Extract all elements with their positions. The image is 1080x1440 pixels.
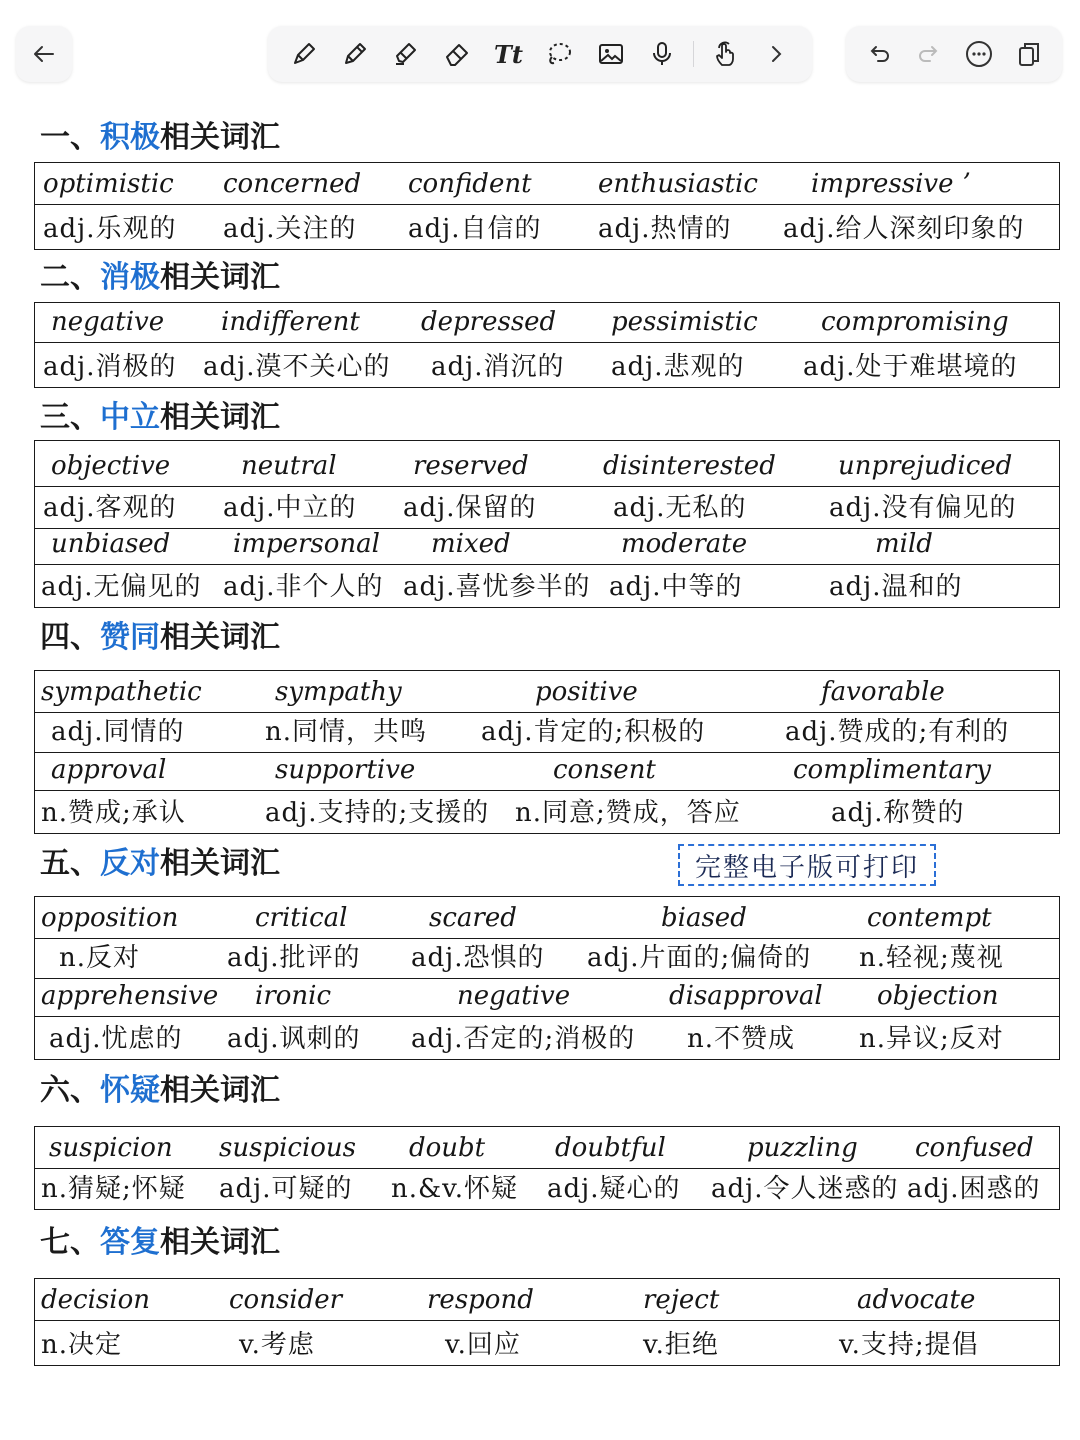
word-cell: doubt bbox=[409, 1133, 486, 1163]
word-cell: impersonal bbox=[233, 529, 380, 559]
meaning-cell: adj.消沉的 bbox=[431, 352, 565, 382]
word-cell: indifferent bbox=[221, 307, 360, 337]
word-row bbox=[35, 671, 1059, 713]
arrow-left-icon bbox=[29, 39, 59, 69]
meaning-cell: n.同意;赞成，答应 bbox=[515, 798, 741, 828]
text-tool-button[interactable] bbox=[488, 34, 528, 74]
section-title bbox=[40, 260, 280, 296]
meaning-row bbox=[35, 939, 1059, 979]
meaning-cell: adj.片面的;偏倚的 bbox=[587, 943, 812, 973]
meaning-cell: adj.肯定的;积极的 bbox=[481, 717, 706, 747]
word-cell: confident bbox=[408, 169, 532, 199]
section-title bbox=[40, 1225, 280, 1261]
meaning-cell: n.异议;反对 bbox=[859, 1024, 1004, 1054]
more-tools-button[interactable] bbox=[756, 34, 796, 74]
word-cell: compromising bbox=[821, 307, 1009, 337]
word-cell: mild bbox=[875, 529, 933, 559]
word-row bbox=[35, 1127, 1059, 1169]
pen-icon bbox=[289, 39, 319, 69]
meaning-cell: v.考虑 bbox=[239, 1330, 315, 1360]
pages-icon bbox=[1014, 39, 1044, 69]
word-cell: doubtful bbox=[555, 1133, 666, 1163]
highlighter-tool-button[interactable] bbox=[386, 34, 426, 74]
meaning-cell: n.赞成;承认 bbox=[41, 798, 186, 828]
meaning-cell: adj.令人迷惑的 bbox=[711, 1174, 899, 1204]
meaning-row bbox=[35, 565, 1059, 607]
word-cell: contempt bbox=[867, 903, 992, 933]
meaning-cell: adj.保留的 bbox=[403, 493, 537, 523]
hand-touch-icon bbox=[710, 39, 740, 69]
meaning-cell: adj.赞成的;有利的 bbox=[785, 717, 1010, 747]
word-cell: apprehensive bbox=[41, 981, 219, 1011]
vocab-table bbox=[34, 440, 1060, 608]
meaning-row bbox=[35, 791, 1059, 833]
meaning-cell: adj.批评的 bbox=[227, 943, 361, 973]
word-cell: advocate bbox=[857, 1285, 976, 1315]
meaning-cell: adj.同情的 bbox=[51, 717, 185, 747]
section-keyword: 积极 bbox=[100, 120, 160, 155]
meaning-cell: adj.支持的;支援的 bbox=[265, 798, 490, 828]
meaning-row bbox=[35, 1017, 1059, 1059]
section-title bbox=[40, 846, 280, 882]
word-cell: disapproval bbox=[669, 981, 823, 1011]
touch-mode-button[interactable] bbox=[705, 34, 745, 74]
section-keyword: 反对 bbox=[100, 846, 160, 881]
section-suffix: 相关词汇 bbox=[160, 260, 280, 295]
word-cell: respond bbox=[427, 1285, 534, 1315]
undo-icon bbox=[864, 39, 894, 69]
undo-button[interactable] bbox=[859, 34, 899, 74]
section-number: 六、 bbox=[40, 1073, 100, 1108]
highlighter-icon bbox=[391, 39, 421, 69]
meaning-cell: adj.漠不关心的 bbox=[203, 352, 391, 382]
section-suffix: 相关词汇 bbox=[160, 846, 280, 881]
section-title bbox=[40, 400, 280, 436]
lasso-icon bbox=[544, 39, 574, 69]
word-cell: confused bbox=[915, 1133, 1034, 1163]
section-suffix: 相关词汇 bbox=[160, 620, 280, 655]
eraser-tool-button[interactable] bbox=[437, 34, 477, 74]
word-cell: suspicion bbox=[49, 1133, 173, 1163]
meaning-cell: adj.乐观的 bbox=[43, 214, 177, 244]
word-cell: reject bbox=[643, 1285, 720, 1315]
meaning-cell: adj.自信的 bbox=[408, 214, 542, 244]
word-row bbox=[35, 897, 1059, 939]
word-cell: puzzling bbox=[747, 1133, 858, 1163]
meaning-cell: v.支持;提倡 bbox=[839, 1330, 979, 1360]
word-cell: scared bbox=[429, 903, 517, 933]
word-cell: enthusiastic bbox=[598, 169, 758, 199]
meaning-cell: adj.中立的 bbox=[223, 493, 357, 523]
meaning-cell: adj.中等的 bbox=[609, 572, 743, 602]
word-cell: sympathetic bbox=[41, 677, 202, 707]
section-suffix: 相关词汇 bbox=[160, 120, 280, 155]
word-row bbox=[35, 303, 1059, 343]
back-button-group bbox=[16, 26, 72, 82]
word-cell: favorable bbox=[821, 677, 945, 707]
section-title bbox=[40, 1073, 280, 1109]
section-title bbox=[40, 620, 280, 656]
section-number: 三、 bbox=[40, 400, 100, 435]
meaning-cell: adj.可疑的 bbox=[219, 1174, 353, 1204]
word-cell: neutral bbox=[241, 451, 337, 481]
meaning-cell: adj.热情的 bbox=[598, 214, 732, 244]
word-cell: negative bbox=[51, 307, 165, 337]
lasso-tool-button[interactable] bbox=[539, 34, 579, 74]
word-cell: sympathy bbox=[275, 677, 402, 707]
word-cell: pessimistic bbox=[611, 307, 758, 337]
meaning-cell: n.不赞成 bbox=[687, 1024, 796, 1054]
meaning-cell: adj.悲观的 bbox=[611, 352, 745, 382]
word-cell: supportive bbox=[275, 755, 416, 785]
microphone-button[interactable] bbox=[642, 34, 682, 74]
pages-button[interactable] bbox=[1009, 34, 1049, 74]
meaning-row bbox=[35, 1169, 1059, 1209]
microphone-icon bbox=[647, 39, 677, 69]
word-cell: objection bbox=[877, 981, 999, 1011]
word-row bbox=[35, 753, 1059, 791]
word-cell: concerned bbox=[223, 169, 362, 199]
image-icon bbox=[596, 39, 626, 69]
word-cell: positive bbox=[535, 677, 638, 707]
section-number: 一、 bbox=[40, 120, 100, 155]
back-button[interactable] bbox=[24, 34, 64, 74]
word-cell: unbiased bbox=[51, 529, 171, 559]
meaning-row bbox=[35, 487, 1059, 529]
pen-tool-button[interactable] bbox=[284, 34, 324, 74]
word-row bbox=[35, 529, 1059, 565]
word-cell: critical bbox=[255, 903, 348, 933]
meaning-cell: adj.恐惧的 bbox=[411, 943, 545, 973]
word-row bbox=[35, 979, 1059, 1017]
meaning-row bbox=[35, 205, 1059, 249]
section-number: 四、 bbox=[40, 620, 100, 655]
print-notice-label: 完整电子版可打印 bbox=[678, 844, 936, 886]
meaning-cell: n.反对 bbox=[59, 943, 141, 973]
redo-icon bbox=[914, 39, 944, 69]
meaning-cell: adj.没有偏见的 bbox=[829, 493, 1017, 523]
word-cell: unprejudiced bbox=[838, 451, 1013, 481]
word-cell: opposition bbox=[41, 903, 179, 933]
tools-toolbar bbox=[268, 26, 812, 82]
meaning-cell: adj.疑心的 bbox=[547, 1174, 681, 1204]
word-cell: biased bbox=[661, 903, 747, 933]
image-tool-button[interactable] bbox=[591, 34, 631, 74]
word-cell: mixed bbox=[431, 529, 511, 559]
vocab-table bbox=[34, 1126, 1060, 1210]
redo-button[interactable] bbox=[909, 34, 949, 74]
word-cell: suspicious bbox=[219, 1133, 357, 1163]
word-cell: objective bbox=[51, 451, 171, 481]
vocab-table bbox=[34, 302, 1060, 388]
section-keyword: 答复 bbox=[100, 1225, 160, 1260]
word-cell: optimistic bbox=[43, 169, 174, 199]
meaning-cell: v.拒绝 bbox=[643, 1330, 719, 1360]
word-cell: consent bbox=[553, 755, 656, 785]
meaning-cell: adj.给人深刻印象的 bbox=[783, 214, 1025, 244]
word-cell: ironic bbox=[255, 981, 332, 1011]
word-cell: moderate bbox=[621, 529, 748, 559]
pencil-icon bbox=[340, 39, 370, 69]
more-icon bbox=[964, 39, 994, 69]
word-row bbox=[35, 163, 1059, 205]
meaning-cell: n.决定 bbox=[41, 1330, 123, 1360]
meaning-cell: adj.温和的 bbox=[829, 572, 963, 602]
meaning-cell: adj.称赞的 bbox=[831, 798, 965, 828]
word-row bbox=[35, 441, 1059, 487]
eraser-icon bbox=[442, 39, 472, 69]
meaning-cell: n.同情，共鸣 bbox=[265, 717, 428, 747]
meaning-cell: adj.无私的 bbox=[613, 493, 747, 523]
section-number: 二、 bbox=[40, 260, 100, 295]
section-number: 五、 bbox=[40, 846, 100, 881]
section-suffix: 相关词汇 bbox=[160, 400, 280, 435]
meaning-cell: adj.困惑的 bbox=[907, 1174, 1041, 1204]
more-options-button[interactable] bbox=[959, 34, 999, 74]
meaning-cell: adj.非个人的 bbox=[223, 572, 384, 602]
meaning-row bbox=[35, 1321, 1059, 1365]
meaning-cell: adj.否定的;消极的 bbox=[411, 1024, 636, 1054]
toolbar-divider bbox=[693, 41, 694, 67]
section-suffix: 相关词汇 bbox=[160, 1225, 280, 1260]
word-cell: impressive ʼ bbox=[811, 169, 971, 199]
vocab-table bbox=[34, 670, 1060, 834]
vocab-table bbox=[34, 1278, 1060, 1366]
section-keyword: 消极 bbox=[100, 260, 160, 295]
word-cell: depressed bbox=[421, 307, 557, 337]
word-cell: approval bbox=[51, 755, 167, 785]
word-cell: consider bbox=[229, 1285, 343, 1315]
word-cell: disinterested bbox=[603, 451, 776, 481]
meaning-cell: n.猜疑;怀疑 bbox=[41, 1174, 186, 1204]
svg-text:Tt: Tt bbox=[494, 40, 524, 69]
section-keyword: 中立 bbox=[100, 400, 160, 435]
meaning-cell: adj.忧虑的 bbox=[49, 1024, 183, 1054]
section-title bbox=[40, 120, 280, 156]
meaning-cell: adj.讽刺的 bbox=[227, 1024, 361, 1054]
meaning-cell: adj.喜忧参半的 bbox=[403, 572, 591, 602]
vocab-table bbox=[34, 896, 1060, 1060]
meaning-cell: n.轻视;蔑视 bbox=[859, 943, 1004, 973]
word-cell: complimentary bbox=[793, 755, 991, 785]
actions-toolbar bbox=[846, 26, 1062, 82]
section-number: 七、 bbox=[40, 1225, 100, 1260]
section-suffix: 相关词汇 bbox=[160, 1073, 280, 1108]
section-keyword: 赞同 bbox=[100, 620, 160, 655]
section-keyword: 怀疑 bbox=[100, 1073, 160, 1108]
word-cell: decision bbox=[41, 1285, 150, 1315]
meaning-row bbox=[35, 343, 1059, 387]
word-cell: negative bbox=[457, 981, 571, 1011]
meaning-cell: adj.关注的 bbox=[223, 214, 357, 244]
pencil-tool-button[interactable] bbox=[335, 34, 375, 74]
vocab-table bbox=[34, 162, 1060, 250]
meaning-cell: adj.处于难堪境的 bbox=[803, 352, 1018, 382]
meaning-cell: adj.消极的 bbox=[43, 352, 177, 382]
meaning-cell: adj.无偏见的 bbox=[41, 572, 202, 602]
chevron-right-icon bbox=[761, 39, 791, 69]
word-row bbox=[35, 1279, 1059, 1321]
text-tool-icon bbox=[493, 39, 523, 69]
meaning-row bbox=[35, 713, 1059, 753]
meaning-cell: v.回应 bbox=[445, 1330, 521, 1360]
meaning-cell: n.&v.怀疑 bbox=[391, 1174, 519, 1204]
meaning-cell: adj.客观的 bbox=[43, 493, 177, 523]
word-cell: reserved bbox=[413, 451, 529, 481]
